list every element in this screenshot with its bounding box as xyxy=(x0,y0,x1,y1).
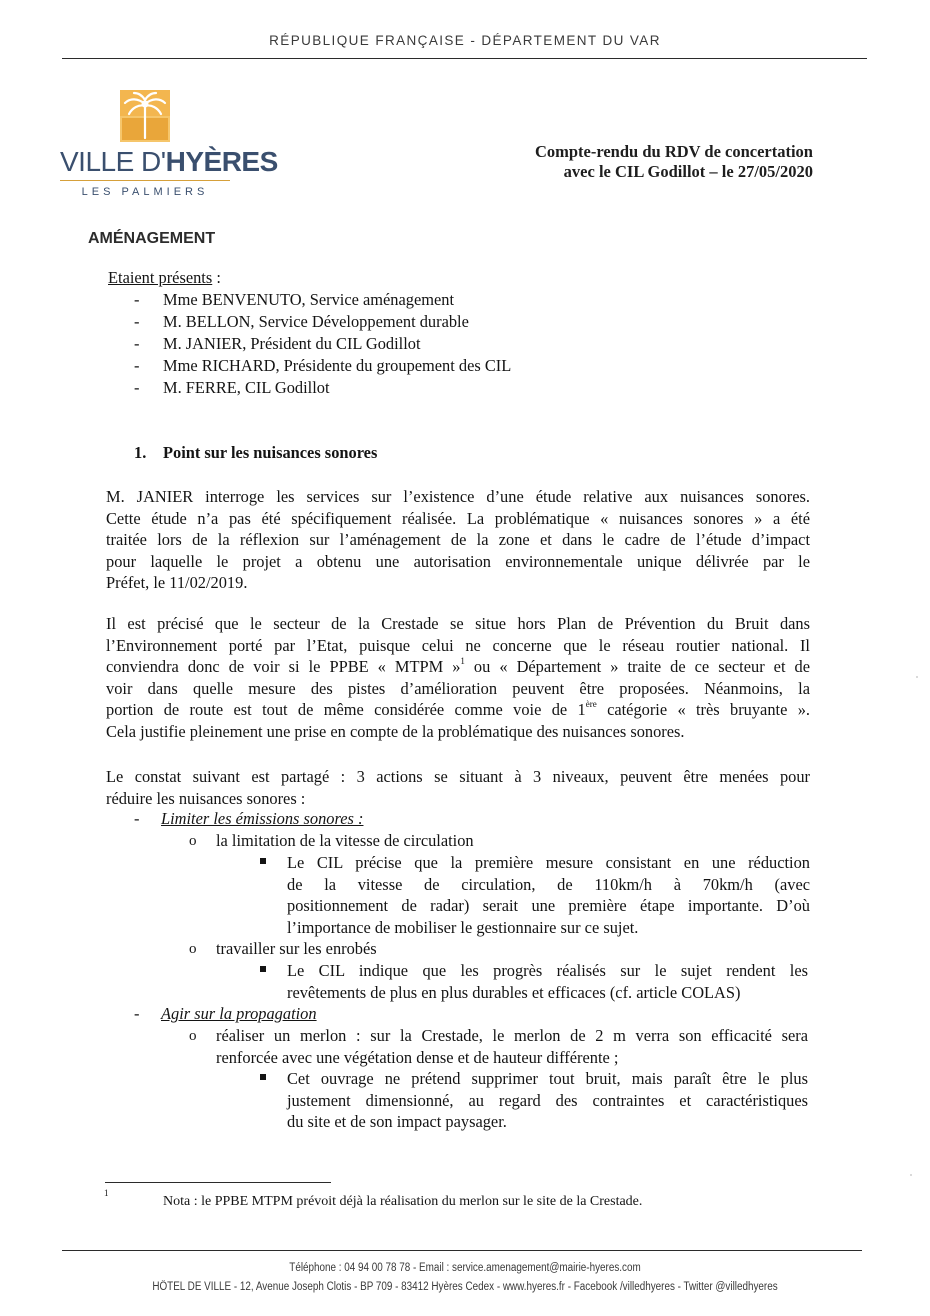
circle-bullet-icon: o xyxy=(189,1028,197,1044)
attendees-title xyxy=(108,267,221,289)
paragraph-line: M. JANIER interroge les services sur l’existence d’une étude relative aux nuisances sonores. xyxy=(106,487,810,506)
paragraph-line: voir dans quelle mesure des pistes d’amélioration peuvent être proposées. Néanmoins, la xyxy=(106,678,810,698)
square-bullet-icon xyxy=(260,858,266,864)
attendees-title-colon: : xyxy=(212,268,221,287)
circle-bullet-icon: o xyxy=(189,833,197,849)
paragraph-line: justement dimensionné, au regard des contraintes et caractéristiques xyxy=(287,1090,808,1110)
attendee-dash: - xyxy=(134,334,140,353)
logo-city-name xyxy=(60,146,278,178)
paragraph-line xyxy=(106,699,810,721)
action-coatings: travailler sur les enrobés xyxy=(216,939,377,958)
attendee-list-item: M. BELLON, Service Développement durable xyxy=(163,312,469,331)
document-title xyxy=(535,142,813,182)
footer-rule xyxy=(62,1250,862,1251)
attendee-list-item: Mme BENVENUTO, Service aménagement xyxy=(163,290,455,309)
attendee-list-item: M. JANIER, Président du CIL Godillot xyxy=(163,334,421,353)
header-republic-line: RÉPUBLIQUE FRANÇAISE - DÉPARTEMENT DU VAR xyxy=(269,33,661,48)
attendee-dash: - xyxy=(134,290,140,309)
paragraph-line: Cette étude n’a pas été spécifiquement réalisée. La problématique « nuisances sonores » a été xyxy=(106,508,810,528)
paragraph-line: revêtements de plus en plus durables et efficaces (cf. article COLAS) xyxy=(287,982,741,1002)
logo-underline xyxy=(60,180,230,181)
paragraph-line: renforcée avec une végétation dense et de hauteur différente ; xyxy=(216,1047,619,1067)
document-title-line1: Compte-rendu du RDV de concertation xyxy=(534,142,813,161)
header-rule xyxy=(62,58,867,59)
action-propagation-title: Agir sur la propagation xyxy=(161,1004,317,1023)
paragraph-actions-intro xyxy=(106,766,810,809)
text-run: conviendra donc de voir si le PPBE « MTPM » xyxy=(106,657,461,677)
attendee-list-item: Mme RICHARD, Présidente du groupement des CIL xyxy=(163,356,512,375)
paragraph-study xyxy=(106,486,810,594)
attendee-dash: - xyxy=(134,312,140,331)
text-run: ou « Département » traite de ce secteur et de xyxy=(464,657,810,677)
attendees-title-label: Etaient présents xyxy=(108,268,213,287)
paragraph-line: Le constat suivant est partagé : 3 actions se situant à 3 niveaux, peuvent être menées pour xyxy=(106,767,810,786)
footnote-rule xyxy=(105,1182,331,1183)
section-number: 1. xyxy=(134,443,147,462)
paragraph-line: réduire les nuisances sonores : xyxy=(106,788,306,808)
paragraph-line: positionnement de radar) serait une première étape importante. D’où xyxy=(287,896,810,916)
paragraph-line: Le CIL indique que les progrès réalisés sur le sujet rendent les xyxy=(287,961,808,980)
department-heading: AMÉNAGEMENT xyxy=(88,230,216,247)
scan-speck xyxy=(916,676,918,678)
paragraph-line: réaliser un merlon : sur la Crestade, le merlon de 2 m verra son efficacité sera xyxy=(216,1026,808,1045)
footnote-text: Nota : le PPBE MTPM prévoit déjà la réalisation du merlon sur le site de la Crestade. xyxy=(163,1194,643,1209)
paragraph-line: du site et de son impact paysager. xyxy=(287,1112,507,1132)
footnote-reference[interactable]: 1 xyxy=(460,656,465,667)
attendee-dash: - xyxy=(134,378,140,397)
action-speed: la limitation de la vitesse de circulation xyxy=(216,831,474,850)
speed-detail xyxy=(287,852,810,938)
paragraph-line: de la vitesse de circulation, de 110km/h à 70km/h (avec xyxy=(287,874,810,894)
paragraph-crestade xyxy=(106,613,810,743)
paragraph-line: l’Environnement porté par l’Etat, puisque celui ne concerne que le réseau routier national. Il xyxy=(106,635,810,655)
text-run: catégorie « très bruyante ». xyxy=(596,700,810,720)
paragraph-line: l’importance de mobiliser le gestionnaire sur ce sujet. xyxy=(287,917,639,937)
section-title: Point sur les nuisances sonores xyxy=(163,443,378,462)
paragraph-line: Cela justifie pleinement une prise en compte de la problématique des nuisances sonores. xyxy=(106,721,685,741)
logo-name-bold: HYÈRES xyxy=(165,146,278,177)
footer-address: HÔTEL DE VILLE - 12, Avenue Joseph Clotis - BP 709 - 83412 Hyères Cedex - www.hyeres.fr - Facebook /villedhyeres - Twitter @villedhyeres xyxy=(152,1281,778,1293)
logo-subtitle: LES PALMIERS xyxy=(81,186,209,198)
action-limit-title: Limiter les émissions sonores : xyxy=(161,809,364,828)
sun-palm-logo-icon xyxy=(120,90,170,142)
square-bullet-icon xyxy=(260,966,266,972)
paragraph-line: Préfet, le 11/02/2019. xyxy=(106,573,248,593)
paragraph-line xyxy=(106,656,810,678)
paragraph-line: Il est précisé que le secteur de la Crestade se situe hors Plan de Prévention du Bruit dans xyxy=(106,614,810,633)
circle-bullet-icon: o xyxy=(189,941,197,957)
attendee-list-item: M. FERRE, CIL Godillot xyxy=(163,378,330,397)
document-title-line2: avec le CIL Godillot – le 27/05/2020 xyxy=(563,162,813,181)
merlon-detail xyxy=(287,1068,808,1133)
merlon-item xyxy=(216,1025,808,1068)
footer-contact: Téléphone : 04 94 00 78 78 - Email : service.amenagement@mairie-hyeres.com xyxy=(289,1262,641,1274)
text-run: portion de route est tout de même considérée comme voie de 1 xyxy=(106,700,586,720)
ordinal-superscript: ère xyxy=(585,699,597,710)
scan-speck xyxy=(910,1174,912,1176)
logo-name-regular: VILLE D' xyxy=(60,146,166,177)
paragraph-line: pour laquelle le projet a obtenu une autorisation environnementale unique délivrée par le xyxy=(106,551,810,571)
action-dash: - xyxy=(134,1004,140,1023)
paragraph-line: Cet ouvrage ne prétend supprimer tout bruit, mais paraît être le plus xyxy=(287,1069,808,1088)
paragraph-line: traitée lors de la réflexion sur l’aménagement de la zone et dans le cadre de l’étude d’impact xyxy=(106,530,810,550)
footnote-mark: 1 xyxy=(104,1188,109,1198)
paragraph-line: Le CIL précise que la première mesure consistant en une réduction xyxy=(287,853,810,872)
coatings-detail xyxy=(287,960,808,1003)
square-bullet-icon xyxy=(260,1074,266,1080)
attendee-dash: - xyxy=(134,356,140,375)
action-dash: - xyxy=(134,809,140,828)
